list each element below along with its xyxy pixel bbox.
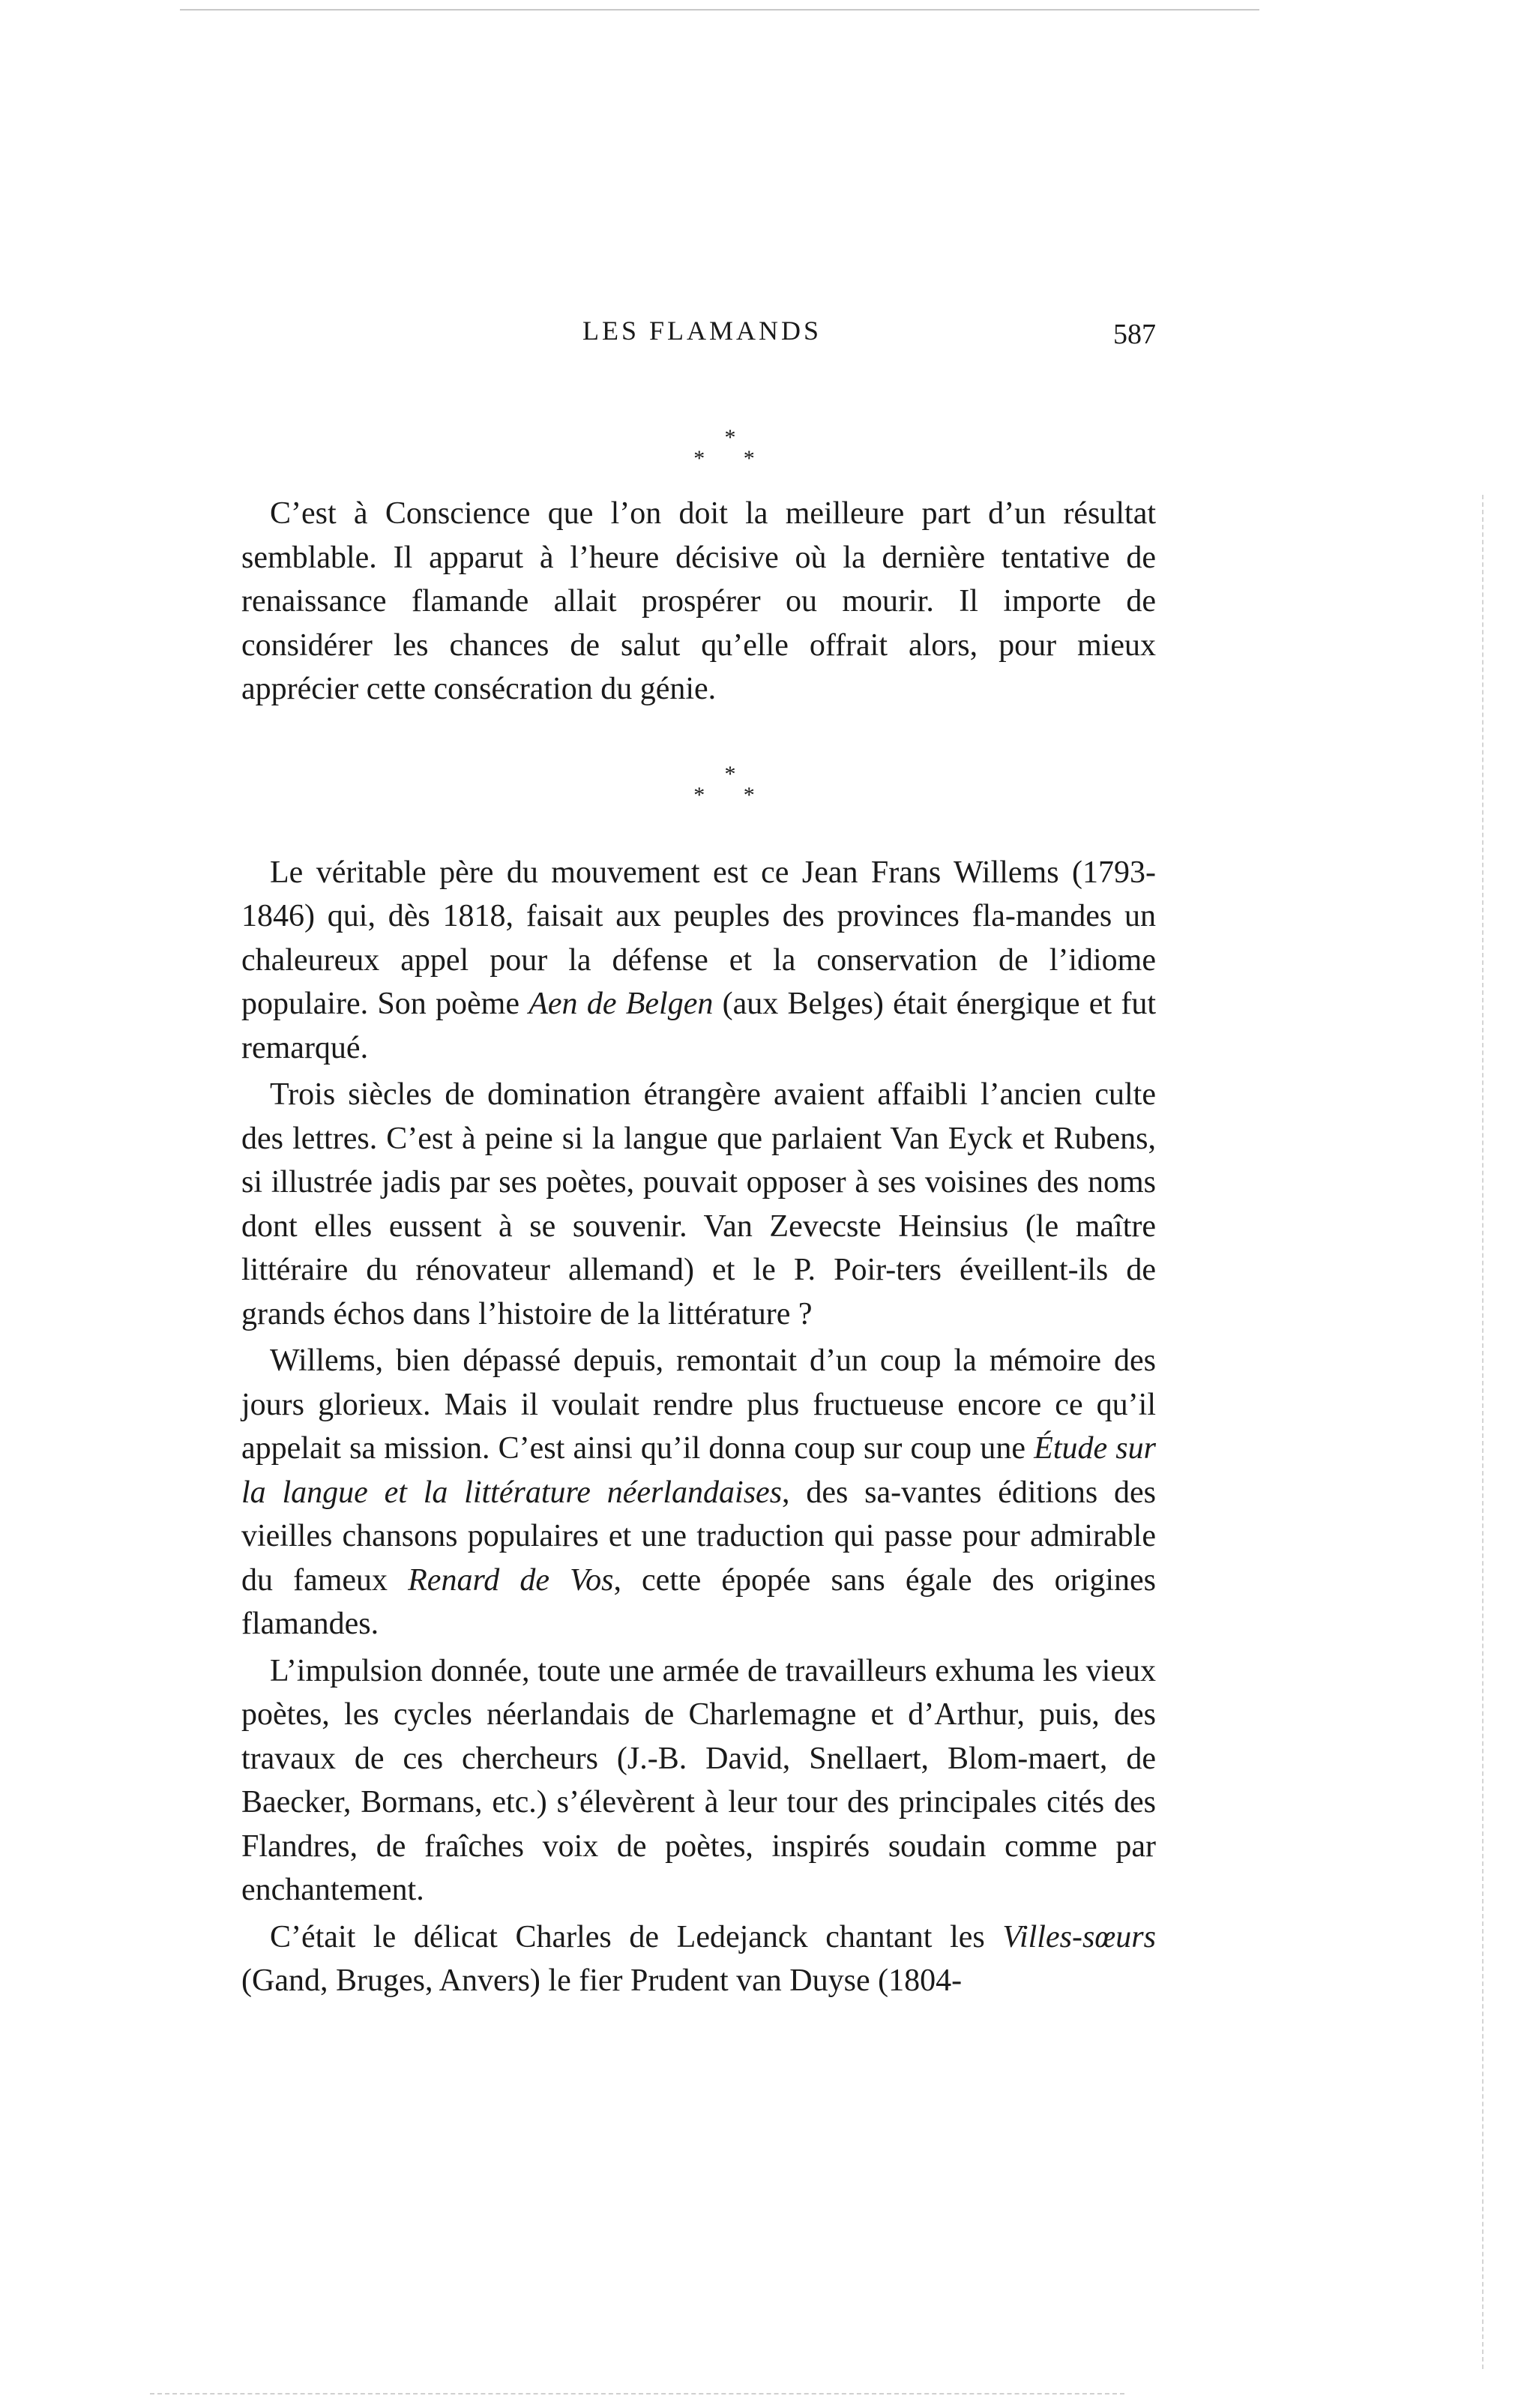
text-run: , des sa-vantes éditions des vieilles chansons populaires et une traduction qui passe pour admirable du fameux	[241, 1475, 1156, 1598]
italic-title: Étude sur la langue et la littérature néerlandaises	[241, 1431, 1156, 1510]
asterism-bottom: * *	[693, 782, 771, 807]
page-number: 587	[1113, 319, 1156, 350]
asterism-top: *	[724, 761, 741, 786]
paragraph-willems-works	[241, 1339, 1156, 1646]
text-run: (aux Belges) était énergique et fut remarqué.	[241, 987, 1157, 1065]
paragraph-conscience: C’est à Conscience que l’on doit la meilleure part d’un résultat semblable. Il apparut à l’heure décisive où la dernière tentative de renaissance flamande allait prospérer ou mourir. Il importe de considérer les chances de salut qu’elle offrait alors, pour mieux apprécier cette consécration du génie.	[241, 496, 1156, 706]
running-head	[241, 315, 1156, 360]
text-run: C’était le délicat Charles de Ledejanck chantant les	[270, 1919, 1003, 1954]
text-run: (Gand, Bruges, Anvers) le fier Prudent van Duyse (1804-	[241, 1963, 963, 1998]
text-run: Willems, bien dépassé depuis, remontait d’un coup la mémoire des jours glorieux. Mais il voulait rendre plus fructueuse encore ce qu’il appelait sa mission. C’est ainsi qu’il donna coup sur coup une	[241, 1343, 1156, 1466]
italic-title: Villes-sœurs	[1002, 1919, 1156, 1954]
running-title: LES FLAMANDS	[582, 316, 822, 346]
text-run: , cette épopée sans égale des origines flamandes.	[241, 1562, 1156, 1641]
italic-title: Aen de Belgen	[528, 987, 714, 1021]
paragraph-impulsion: L’impulsion donnée, toute une armée de travailleurs exhuma les vieux poètes, les cycles néerlandais de Charlemagne et d’Arthur, puis, des travaux de ces chercheurs (J.-B. David, Snellaert, Blom-maert, de Baecker, Bormans, etc.) s’élevèrent à leur tour des principales cités des Flandres, de fraîches voix de poètes, inspirés soudain comme par enchantement.	[241, 1653, 1156, 1907]
section-separator	[309, 427, 1156, 469]
italic-title: Renard de Vos	[408, 1562, 614, 1598]
body-text	[241, 427, 1156, 2006]
asterism-top: *	[724, 425, 741, 450]
text-run: Le véritable père du mouvement est ce Jean Frans Willems (1793-1846) qui, dès 1818, faisait aux peuples des provinces fla-mandes un chaleureux appel pour la défense et la conservation de l’idiome populaire. Son poème	[241, 855, 1156, 1021]
asterism-bottom: * *	[693, 446, 771, 471]
scan-edge-bottom	[150, 2393, 1124, 2395]
paragraph-ledejanck	[241, 1915, 1156, 2003]
paragraph-willems	[241, 851, 1156, 1071]
scan-edge-right	[1482, 495, 1484, 2369]
section-separator	[309, 761, 1156, 807]
paragraph-domination: Trois siècles de domination étrangère avaient affaibli l’ancien culte des lettres. C’est à peine si la langue que parlaient Van Eyck et Rubens, si illustrée jadis par ses poètes, pouvait opposer à ses voisines des noms dont elles eussent à se souvenir. Van Zevecste Heinsius (le maître littéraire du rénovateur allemand) et le P. Poir-ters éveillent-ils de grands échos dans l’histoire de la littérature ?	[241, 1077, 1156, 1331]
scan-edge-top	[180, 9, 1259, 10]
